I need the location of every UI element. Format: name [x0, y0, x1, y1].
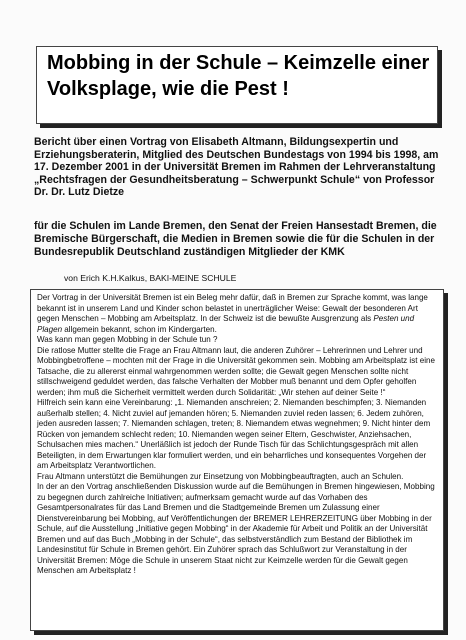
author-line: von Erich K.H.Kalkus, BAKI-MEINE SCHULE: [64, 273, 237, 283]
paragraph-agreement: Hilfreich sein kann eine Vereinbarung: „1. Niemanden anschreien; 2. Niemanden beschimpfen; 3. Niemanden außerhalb stellen; 4. Nicht zuviel auf jemanden hören; 5. Niemanden zuviel reden lassen; 6. Jedem zuhören, jeden ausreden lassen; 7. Niemanden schlagen, treten; 8. Niemandem etwas wegnehmen; 9. Nicht hinter dem Rücken von jemandem schlecht reden; 10. Niemanden wegen seiner Eltern, Geschwister, Anziehsachen, Schulsachen mies machen.“ Unerläßlich ist jedoch der Runde Tisch für das Schlichtungsgespräch mit allen Beteiligten, in dem Erwartungen klar formuliert werden, und ein beharrliches und konsequentes Vorgehen der am Arbeitsplatz Verantwortlichen.: [37, 398, 431, 470]
title-box: [36, 46, 438, 124]
article-body: [31, 290, 443, 577]
paragraph-discussion: In der an den Vortrag anschließenden Diskussion wurde auf die Bemühungen in Bremen hingewiesen, Mobbing zu begegnen durch zahlreiche Initiativen; aufmerksam gemacht wurde auf das Vorhaben des Gesamtpersonalrates für das Land Bremen und die Stadtgemeinde Bremen um Zulassung einer Dienstvereinbarung bei Mobbing, auf Veröffentlichungen der BREMER LEHRERZEITUNG über Mobbing in der Schule, auf die Ausstellung „Initiative gegen Mobbing“ in der Akademie für Arbeit und Politik an der Universität Bremen und auf das Buch „Mobbing in der Schule“, das selbstverständlich zum Bestand der Bibliothek im Landesinstitut für Schule in Bremen gehört. Ein Zuhörer sprach das Schlußwort zur Veranstaltung in der Universität Bremen: Möge die Schule in unserem Staat nicht zur Keimzelle werden für die Gewalt gegen Menschen am Arbeitsplatz !: [37, 482, 435, 575]
paragraph-question: Was kann man gegen Mobbing in der Schule tun ?: [37, 335, 218, 344]
document-title: Mobbing in der Schule – Keimzelle einer Volksplage, wie die Pest !: [47, 52, 430, 100]
paragraph-intro-end: allgemein bekannt, schon im Kindergarten.: [62, 324, 217, 334]
report-intro: Bericht über einen Vortrag von Elisabeth Altmann, Bildungsexpertin und Erziehungsberaterin, Mitglied des Deutschen Bundestags von 1994 bis 1998, am 17. Dezember 2001 in der Universität Bremen im Rahmen der Lehrveranstaltung „Rechtsfragen der Gesundheitsberatung – Schwerpunkt Schule“ von Professor Dr. Dr. Lutz Dietze: [34, 136, 439, 199]
paragraph-intro-start: Der Vortrag in der Universität Bremen ist ein Beleg mehr dafür, daß in Bremen zur Sprache kommt, was lange bekannt ist in unserem Land und Kinder schon belastet in unerträglicher Weise: Gewalt der besonderen Art gegen Menschen – Mobbing am Arbeitsplatz. In der Schweiz ist die bewußte Ausgrenzung als: [37, 293, 428, 323]
paragraph-mother-question: Die ratlose Mutter stellte die Frage an Frau Altmann laut, die anderen Zuhörer – Lehrerinnen und Lehrer und Mobbingbetroffene – mochten mit der Frage in die Universität gekommen sein. Mobbing am Arbeitsplatz ist eine Tatsache, die zu allererst einmal wahrgenommen werden sollte; die Gewalt gegen Menschen sollte nicht stillschweigend geduldet werden, das falsche Verhalten der Mobber muß benannt und dem Opfer geholfen werden; ihm muß die Sicherheit vermittelt werden durch Solidarität: „Wir stehen auf deiner Seite !“: [37, 345, 435, 397]
article-body-box: [30, 289, 444, 631]
addressees: für die Schulen im Lande Bremen, den Senat der Freien Hansestadt Bremen, die Bremische Bürgerschaft, die Medien in Bremen sowie die für die Schulen in der Bundesrepublik Deutschland zuständigen Mitglieder der KMK: [34, 220, 437, 258]
italic-phrase: Pesten und Plagen: [37, 314, 415, 334]
paragraph-mobbing-officers: Frau Altmann unterstützt die Bemühungen zur Einsetzung von Mobbingbeauftragten, auch an Schulen.: [37, 471, 404, 481]
paragraph-intro: [37, 293, 438, 335]
